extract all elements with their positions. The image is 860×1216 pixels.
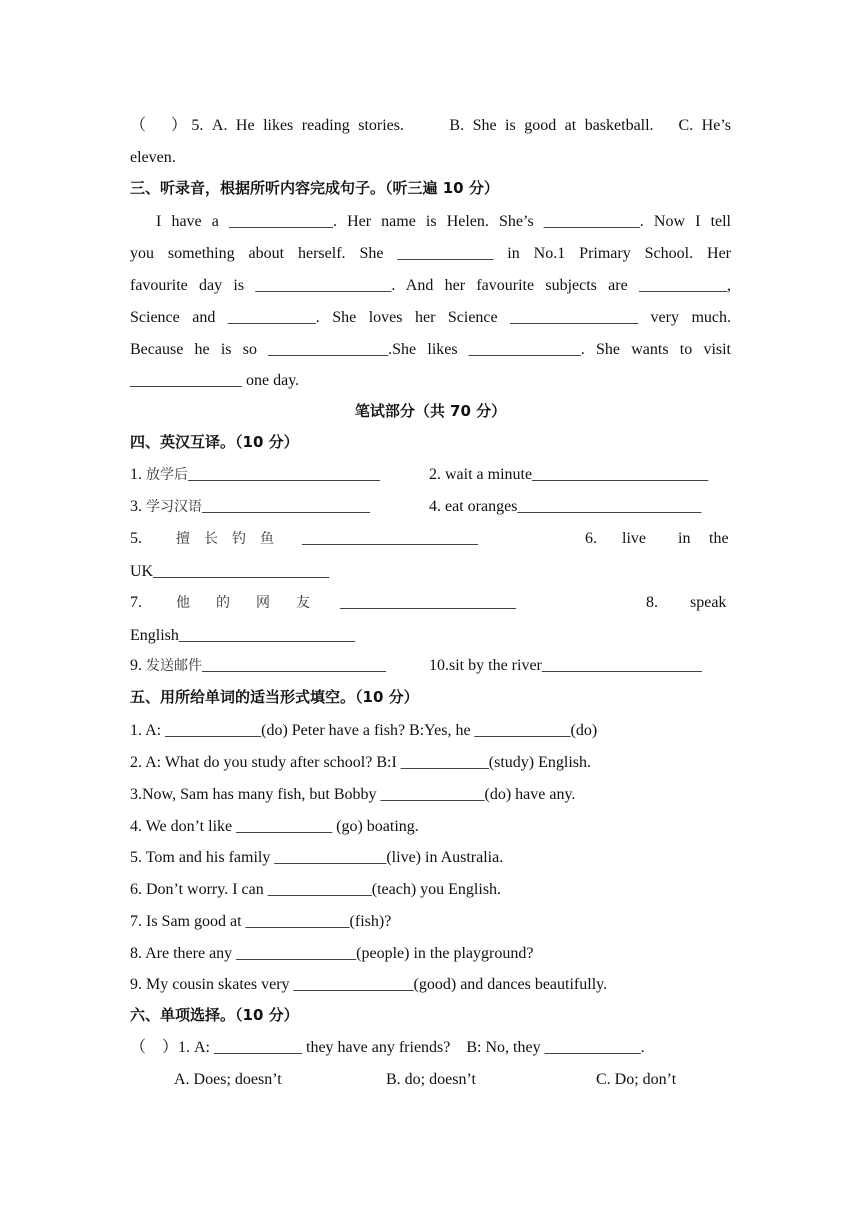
q6-part: live [622, 530, 646, 547]
fill-item: 6. Don’t worry. I can _____________(teach) you English. [130, 881, 502, 898]
q8-part: 8. [646, 594, 658, 611]
q5-chinese: 擅长钓鱼 [176, 531, 288, 547]
q8-part: speak [690, 594, 727, 611]
q1-number: 1. [130, 466, 142, 483]
q3-blank: _____________________ [202, 498, 370, 515]
q1-blank: ________________________ [188, 466, 380, 483]
translate-q10: 10.sit by the river____________________ [429, 657, 702, 674]
translate-q2: 2. wait a minute______________________ [429, 466, 709, 483]
written-part-title: 笔试部分（共 70 分） [354, 402, 507, 420]
q7-blank: ______________________ [340, 594, 516, 611]
q9-chinese: 发送邮件 [146, 658, 202, 674]
section3-line: favourite day is _________________. And her favourite subjects are ___________, [130, 277, 731, 294]
section3-line: Because he is so _______________.She likes ______________. She wants to visit [130, 341, 731, 358]
q3-number: 3. [130, 498, 142, 515]
fill-item: 3.Now, Sam has many fish, but Bobby _____________(do) have any. [130, 786, 576, 803]
q6-part: 6. [585, 530, 597, 547]
q5-number: 5. [130, 530, 142, 547]
section3-heading: 三、听录音，根据所听内容完成句子。（听三遍 10 分） [130, 179, 499, 197]
translate-q3 [130, 497, 370, 517]
choice-q1-option-a: A. Does; doesn’t [174, 1071, 282, 1088]
translate-q9 [130, 656, 386, 676]
section3-line: Science and ___________. She loves her Science ________________ very much. [130, 309, 731, 326]
q9-number: 9. [130, 657, 142, 674]
q7-chinese: 他的网友 [176, 595, 336, 611]
section5-heading: 五、用所给单词的适当形式填空。（10 分） [130, 688, 419, 706]
translate-q8-line2: English______________________ [130, 627, 355, 644]
fill-item: 1. A: ____________(do) Peter have a fish? B:Yes, he ____________(do) [130, 722, 598, 739]
translate-q6-line2: UK______________________ [130, 563, 330, 580]
section3-line: ______________ one day. [130, 372, 300, 389]
section3-line: you something about herself. She ____________ in No.1 Primary School. Her [130, 245, 731, 262]
fill-item: 2. A: What do you study after school? B:I ___________(study) English. [130, 754, 591, 771]
fill-item: 5. Tom and his family ______________(live) in Australia. [130, 849, 504, 866]
q7-number: 7. [130, 594, 142, 611]
q9-blank: _______________________ [202, 657, 386, 674]
q1-chinese: 放学后 [146, 467, 188, 483]
translate-q1 [130, 465, 380, 485]
listening-q5-line1: （ ）5. A. He likes reading stories. B. She is good at basketball. C. He’s [130, 117, 731, 134]
q6-part: in [678, 530, 691, 547]
q5-blank: ______________________ [302, 530, 478, 547]
fill-item: 7. Is Sam good at _____________(fish)? [130, 913, 392, 930]
q6-part: the [709, 530, 729, 547]
section4-heading: 四、英汉互译。（10 分） [130, 433, 299, 451]
translate-q5 [130, 529, 478, 549]
choice-q1-option-c: C. Do; don’t [596, 1071, 677, 1088]
fill-item: 8. Are there any _______________(people) in the playground? [130, 945, 534, 962]
fill-item: 9. My cousin skates very _______________(good) and dances beautifully. [130, 976, 608, 993]
listening-q5-line2: eleven. [130, 149, 176, 166]
translate-q4: 4. eat oranges_______________________ [429, 498, 702, 515]
choice-q1: （ ）1. A: ___________ they have any friends? B: No, they ____________. [130, 1039, 645, 1056]
q3-chinese: 学习汉语 [146, 499, 202, 515]
translate-q7 [130, 593, 516, 613]
section3-line: I have a _____________. Her name is Helen. She’s ____________. Now I tell [156, 213, 731, 230]
section6-heading: 六、单项选择。（10 分） [130, 1006, 299, 1024]
choice-q1-option-b: B. do; doesn’t [386, 1071, 476, 1088]
fill-item: 4. We don’t like ____________ (go) boating. [130, 818, 419, 835]
